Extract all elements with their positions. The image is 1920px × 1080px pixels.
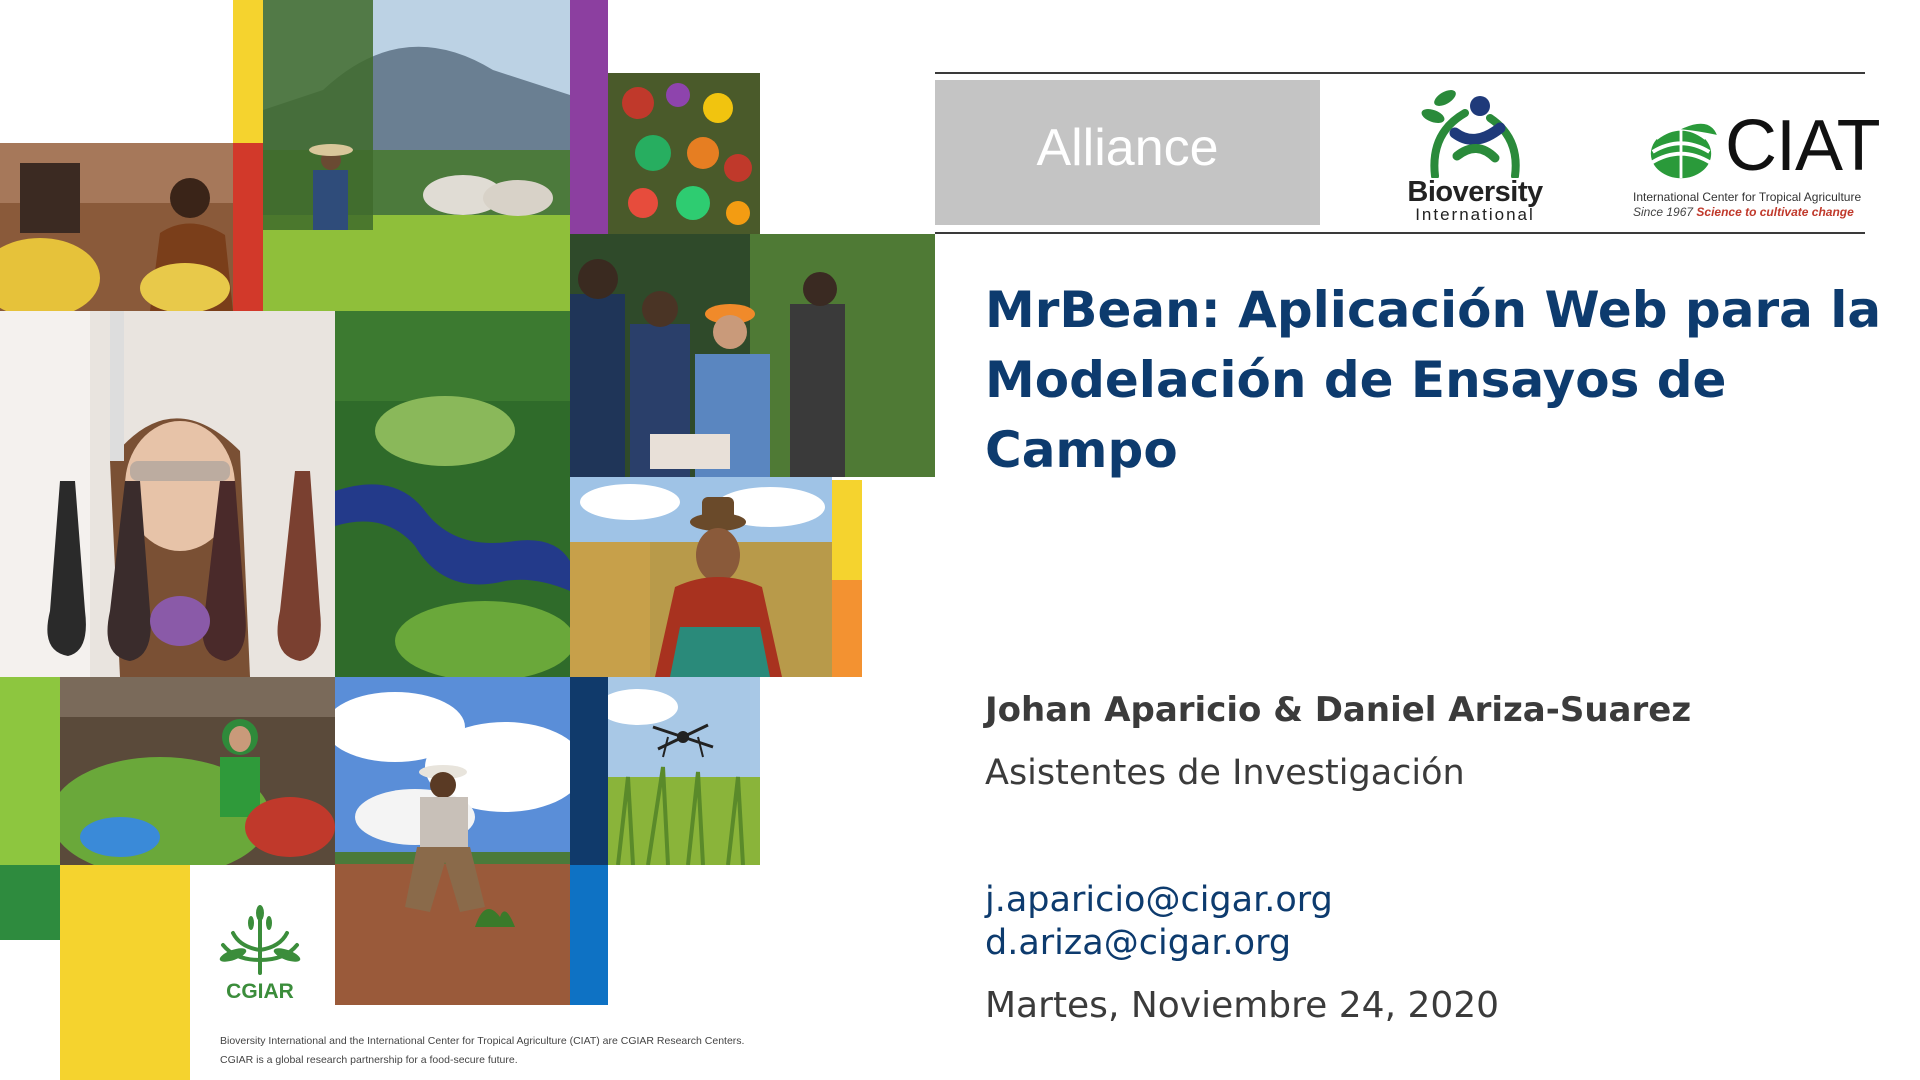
bioversity-figure-icon [1395, 88, 1555, 178]
quinoa-woman-photo [570, 477, 832, 677]
alliance-label: Alliance [1036, 119, 1219, 177]
header-bottom-rule [935, 232, 1865, 234]
bioversity-name: Bioversity [1407, 176, 1543, 208]
email-aparicio[interactable]: j.aparicio@cigar.org [985, 880, 1333, 920]
farmer-cattle-photo [263, 0, 570, 311]
yellow-block-bottom [60, 865, 190, 1080]
market-woman-photo [60, 677, 335, 865]
email-ariza[interactable]: d.ariza@cigar.org [985, 923, 1292, 963]
author-role: Asistentes de Investigación [985, 753, 1465, 793]
ciat-globe-icon [1643, 116, 1719, 182]
presentation-title [985, 275, 1882, 485]
field-team-photo [570, 234, 935, 477]
purple-bar [570, 0, 608, 234]
ciat-since: Since 1967 [1633, 205, 1694, 219]
ciat-subtitle: International Center for Tropical Agriculture [1633, 190, 1862, 204]
footnote-line-2: CGIAR is a global research partnership for a food-secure future. [220, 1054, 518, 1066]
ciat-logo [1625, 106, 1880, 222]
vegetables-photo [608, 73, 760, 234]
forest-river-photo [335, 311, 570, 677]
yellow-bar-top [233, 0, 263, 143]
ciat-tagline-row [1633, 205, 1854, 219]
title-line-2: Modelación de Ensayos de [985, 351, 1727, 409]
yellow-block-right [832, 480, 862, 580]
title-line-1: MrBean: Aplicación Web para la [985, 281, 1882, 339]
footnote-line-1: Bioversity International and the International Center for Tropical Agriculture (CIAT) are CGIAR Research Centers. [220, 1035, 745, 1047]
ciat-tagline: Science to cultivate change [1696, 205, 1854, 219]
banana-woman-photo [0, 143, 233, 311]
lab-scientist-photo [0, 311, 335, 677]
ciat-name: CIAT [1725, 106, 1880, 186]
presentation-date: Martes, Noviembre 24, 2020 [985, 985, 1500, 1026]
cgiar-wheat-icon [215, 905, 305, 975]
bioversity-logo [1395, 88, 1555, 223]
cgiar-label: CGIAR [226, 980, 294, 1003]
green-light-block [0, 677, 60, 865]
cgiar-logo [215, 905, 305, 1005]
farmer-soil-photo [335, 677, 570, 1005]
green-dark-block [0, 865, 60, 940]
alliance-logo [935, 80, 1320, 225]
red-bar [233, 143, 263, 311]
navy-bar [570, 677, 608, 865]
blue-bar [570, 865, 608, 1005]
bioversity-sub: International [1415, 205, 1535, 224]
orange-block-right [832, 580, 862, 677]
drone-field-photo [608, 677, 760, 865]
header-top-rule [935, 72, 1865, 74]
authors: Johan Aparicio & Daniel Ariza-Suarez [985, 690, 1692, 730]
title-line-3: Campo [985, 421, 1178, 479]
